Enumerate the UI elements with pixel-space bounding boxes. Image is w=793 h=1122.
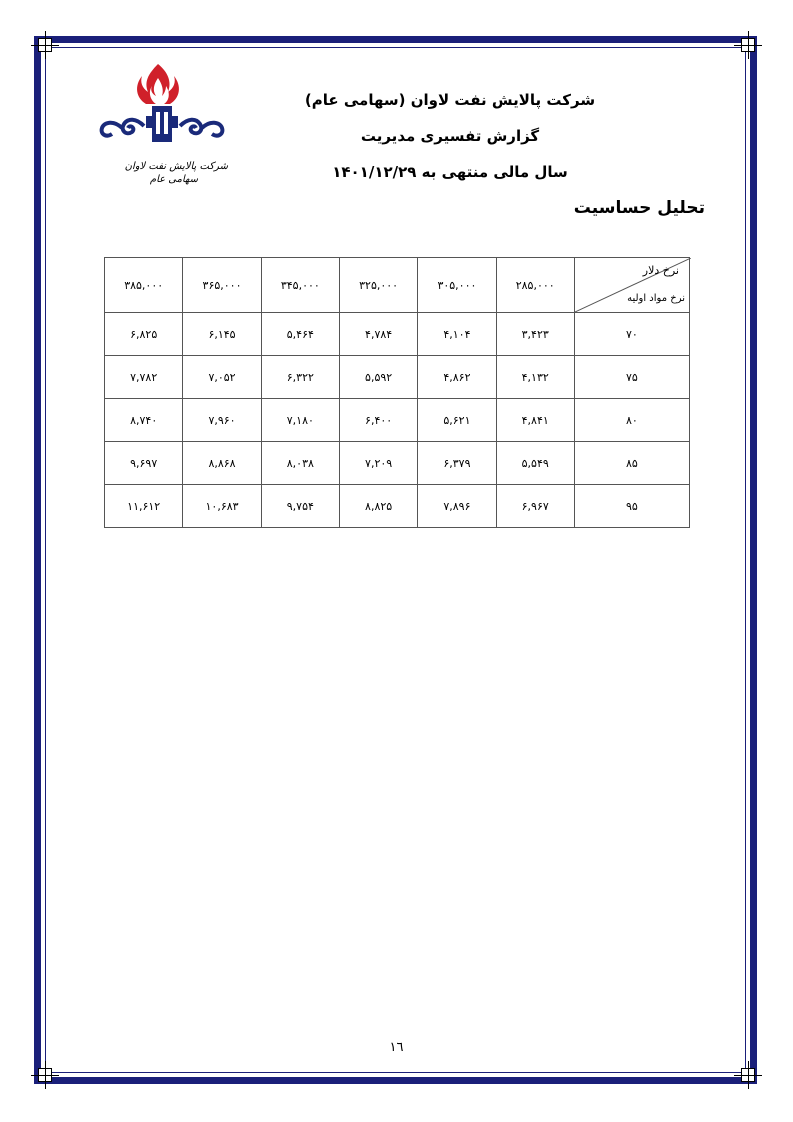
corner-label-feedstock-rate: نرخ مواد اولیه [627,293,685,304]
logo-caption-line1: شرکت پالایش نفت لاوان [124,161,228,172]
column-header: ۲۸۵,۰۰۰ [496,258,574,313]
column-header: ۳۰۵,۰۰۰ [418,258,496,313]
table-row [105,399,690,442]
table-row [105,485,690,528]
corner-ornament-top-right [741,38,755,52]
table-cell: ۶,۸۲۵ [105,313,183,356]
table-cell: ۶,۳۲۲ [261,356,339,399]
section-title: تحلیل حساسیت [573,198,705,218]
table-row [105,356,690,399]
table-cell: ۷,۲۰۹ [339,442,417,485]
table-cell: ۴,۱۳۲ [496,356,574,399]
column-header: ۳۸۵,۰۰۰ [105,258,183,313]
document-header [300,82,600,190]
logo-caption-line2: سهامی عام [149,174,198,185]
table-cell: ۵,۶۲۱ [418,399,496,442]
sensitivity-table [104,257,690,528]
table-cell: ۱۱,۶۱۲ [105,485,183,528]
table-cell: ۳,۴۲۳ [496,313,574,356]
report-title: گزارش تفسیری مدیریت [360,127,540,145]
table-cell: ۴,۷۸۴ [339,313,417,356]
table-cell: ۷,۹۶۰ [183,399,261,442]
table-cell: ۷,۷۸۲ [105,356,183,399]
table-cell: ۵,۵۹۲ [339,356,417,399]
table-row [105,313,690,356]
logo-caption [108,160,228,186]
company-name: شرکت پالایش نفت لاوان (سهامی عام) [304,91,596,109]
table-cell: ۱۰,۶۸۳ [183,485,261,528]
table-cell: ۶,۳۷۹ [418,442,496,485]
table-cell: ۶,۹۶۷ [496,485,574,528]
table-cell: ۴,۸۶۲ [418,356,496,399]
report-period: سال مالی منتهی به ۱۴۰۱/۱۲/۲۹ [332,163,568,181]
table-header-row [105,258,690,313]
table-cell: ۷,۱۸۰ [261,399,339,442]
table-cell: ۹,۶۹۷ [105,442,183,485]
table-cell: ۶,۱۴۵ [183,313,261,356]
table-cell: ۷,۰۵۲ [183,356,261,399]
corner-ornament-top-left [38,38,52,52]
table-cell: ۴,۸۴۱ [496,399,574,442]
row-label: ۸۵ [574,442,689,485]
table-cell: ۵,۴۶۴ [261,313,339,356]
table-cell: ۷,۸۹۶ [418,485,496,528]
corner-label-dollar-rate: نرخ دلار [642,264,679,277]
row-label: ۹۵ [574,485,689,528]
table-cell: ۸,۸۶۸ [183,442,261,485]
table-cell: ۶,۴۰۰ [339,399,417,442]
row-label: ۷۰ [574,313,689,356]
table-cell: ۵,۵۴۹ [496,442,574,485]
table-cell: ۸,۷۴۰ [105,399,183,442]
page-number: ١٦ [389,1040,404,1055]
corner-ornament-bottom-right [741,1068,755,1082]
corner-ornament-bottom-left [38,1068,52,1082]
table-row [105,442,690,485]
column-header: ۳۶۵,۰۰۰ [183,258,261,313]
table-cell: ۴,۱۰۴ [418,313,496,356]
table-cell: ۹,۷۵۴ [261,485,339,528]
row-label: ۷۵ [574,356,689,399]
column-header: ۳۲۵,۰۰۰ [339,258,417,313]
table-cell: ۸,۸۲۵ [339,485,417,528]
table-corner-cell [574,258,689,313]
column-header: ۳۴۵,۰۰۰ [261,258,339,313]
table-cell: ۸,۰۳۸ [261,442,339,485]
row-label: ۸۰ [574,399,689,442]
